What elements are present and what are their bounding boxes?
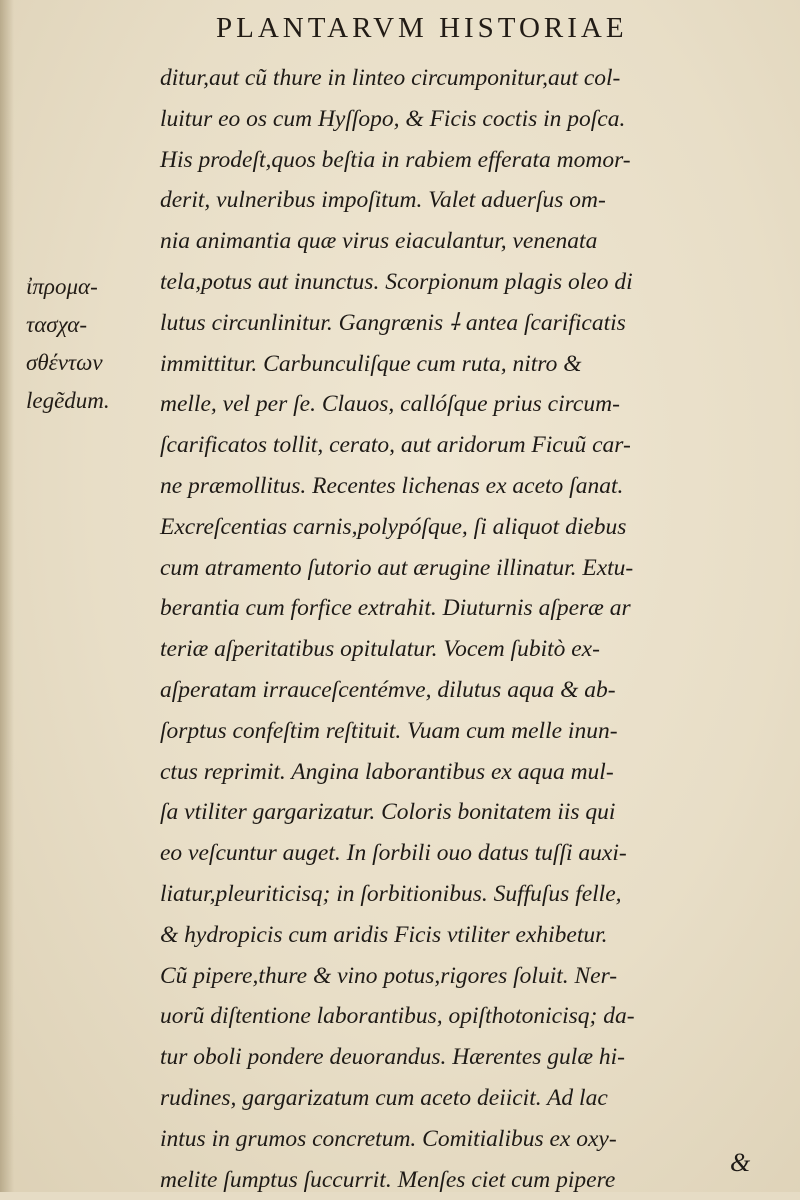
text-line: derit, vulneribus impoſitum. Valet aduerſus om- xyxy=(160,187,606,214)
text-line: eo veſcuntur auget. In ſorbili ouo datus tuſſi auxi- xyxy=(160,840,627,867)
text-line: & hydropicis cum aridis Ficis vtiliter exhibetur. xyxy=(160,921,608,948)
page-gutter-shadow xyxy=(0,0,14,1192)
text-line: aſperatam irrauceſcentémve, dilutus aqua & ab- xyxy=(160,676,616,703)
margin-note-line: legẽdum. xyxy=(26,388,110,413)
margin-note xyxy=(26,268,166,420)
text-line: intus in grumos concretum. Comitialibus ex oxy- xyxy=(160,1125,617,1152)
text-line: teriæ aſperitatibus opitulatur. Vocem ſubitò ex- xyxy=(160,636,600,663)
text-line: nia animantia quæ virus eiaculantur, venenata xyxy=(160,228,598,255)
text-line: ctus reprimit. Angina laborantibus ex aqua mul- xyxy=(160,758,614,785)
text-line: rudines, gargarizatum cum aceto deiicit. Ad lac xyxy=(160,1084,608,1111)
text-line: ſa vtiliter gargarizatur. Coloris bonitatem iis qui xyxy=(160,799,616,826)
text-line: berantia cum forfice extrahit. Diuturnis aſperæ ar xyxy=(160,595,631,622)
text-line: Excreſcentias carnis,polypóſque, ſi aliquot diebus xyxy=(160,513,627,540)
text-line: His prodeſt,quos beſtia in rabiem efferata momor- xyxy=(160,146,631,173)
text-line: ne præmollitus. Recentes lichenas ex aceto ſanat. xyxy=(160,472,624,499)
text-line: immittitur. Carbunculiſque cum ruta, nitro & xyxy=(160,350,582,377)
text-line: ſorptus confeſtim reſtituit. Vuam cum melle inun- xyxy=(160,717,618,744)
text-line: liatur,pleuriticisq; in ſorbitionibus. Suffuſus felle, xyxy=(160,880,622,907)
text-line: ditur,aut cũ thure in linteo circumponitur,aut col- xyxy=(160,65,621,91)
catchword: & xyxy=(730,1148,751,1177)
margin-note-line: σθέντων xyxy=(26,350,103,375)
text-line: cum atramento ſutorio aut ærugine illinatur. Extu- xyxy=(160,554,634,581)
text-line: tela,potus aut inunctus. Scorpionum plagis oleo di xyxy=(160,268,633,295)
text-line: luitur eo os cum Hyſſopo, & Ficis coctis in poſca. xyxy=(160,105,626,132)
text-line: uorũ diſtentione laborantibus, opiſthotonicisq; da- xyxy=(160,1003,635,1030)
text-line: lutus circunlinitur. Gangrænis ⸸ antea ſcarificatis xyxy=(160,309,626,336)
text-line: melle, vel per ſe. Clauos, callóſque prius circum- xyxy=(160,391,620,418)
margin-note-line: ἰπρομα- xyxy=(26,274,98,299)
body-text xyxy=(160,58,780,1200)
text-line: melite ſumptus ſuccurrit. Menſes ciet cum pipere xyxy=(160,1166,616,1193)
running-header: PLANTARVM HISTORIAE xyxy=(216,12,628,44)
text-line: ſcarificatos tollit, cerato, aut aridorum Ficuũ car- xyxy=(160,432,631,459)
text-line: Cũ pipere,thure & vino potus,rigores ſoluit. Ner- xyxy=(160,962,618,989)
text-line: tur oboli pondere deuorandus. Hærentes gulæ hi- xyxy=(160,1044,625,1071)
margin-note-line: τασχα- xyxy=(26,312,88,337)
